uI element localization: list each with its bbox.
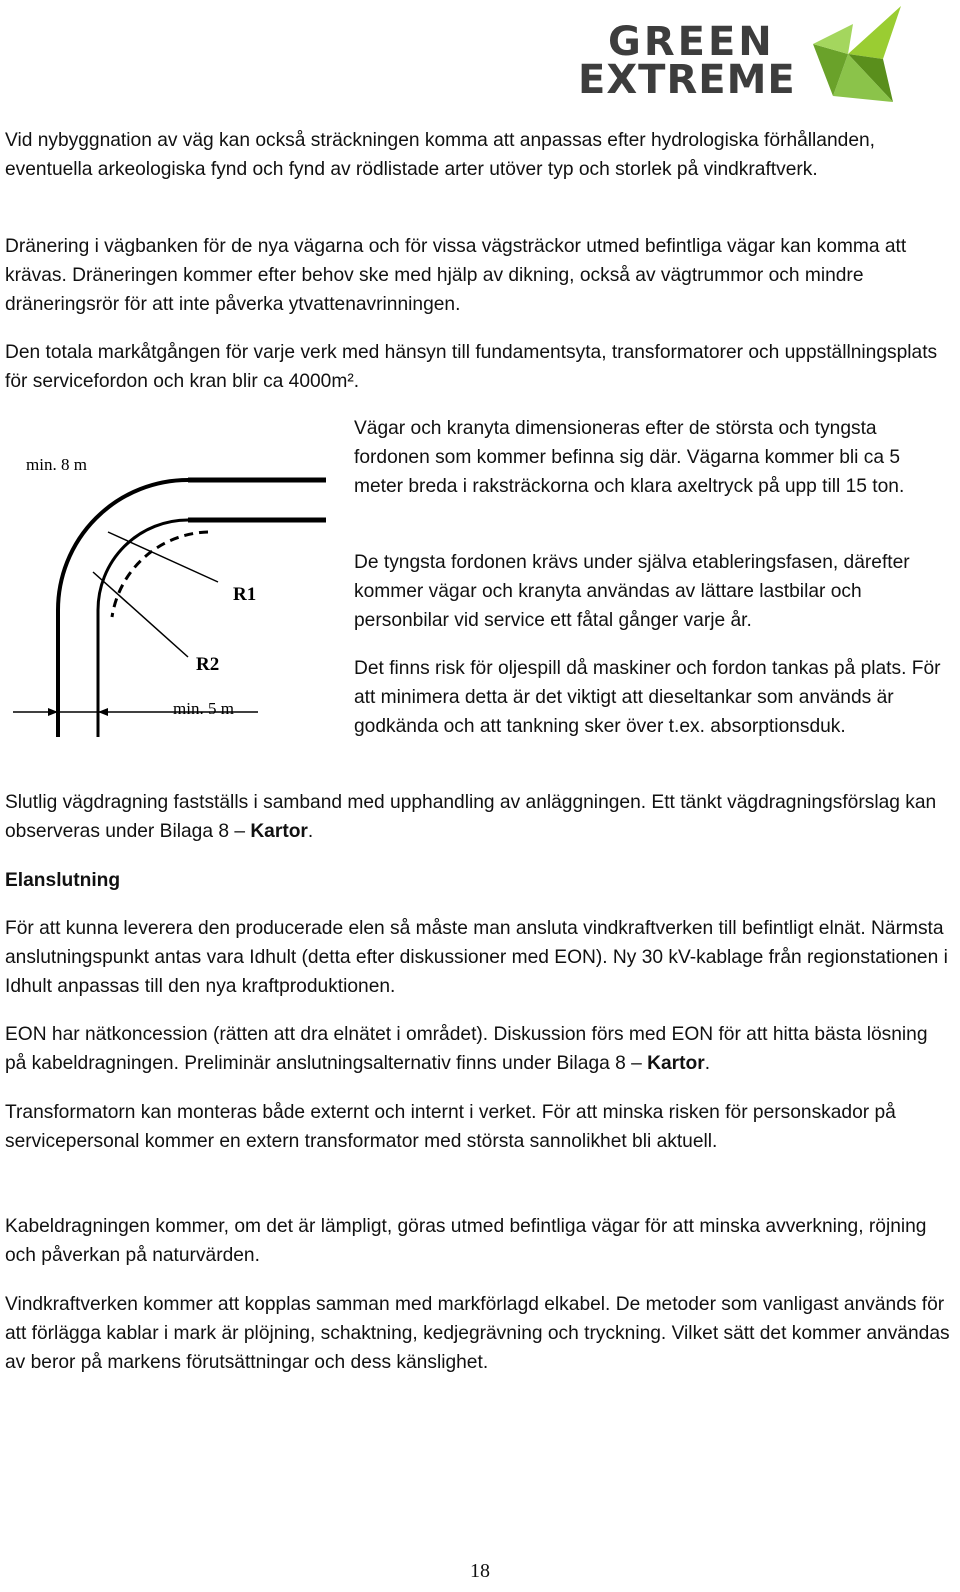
label-r2: R2 xyxy=(196,654,220,675)
paragraph-road-dimensions: Vägar och kranyta dimensioneras efter de största och tyngsta fordonen som kommer befinna sig där. Vägarna kommer bli ca 5 meter breda i raksträckorna och klara axeltryck på upp till 15 ton. xyxy=(354,418,905,498)
text-segment: . xyxy=(704,1053,711,1075)
road-curve-diagram xyxy=(8,442,338,752)
paragraph-oil-spill: Det finns risk för oljespill då maskiner och fordon tankas på plats. För att minimera detta är det viktigt att dieseltankar som används är godkända och att tankning sker över t.ex. absorptionsduk. xyxy=(354,658,941,738)
paragraph-cable-routing: Kabeldragningen kommer, om det är lämpligt, göras utmed befintliga vägar för att minska avverkning, röjning och påverkan på naturvärden. xyxy=(5,1216,927,1267)
paragraph-heavy-vehicles: De tyngsta fordonen krävs under själva etableringsfasen, därefter kommer vägar och kranyta användas av lättare lastbilar och personbilar vid service ett fåtal gånger varje år. xyxy=(354,552,910,632)
paragraph-drainage: Dränering i vägbanken för de nya vägarna och för vissa vägsträckor utmed befintliga vägar kan komma att krävas. Dräneringen kommer efter behov ske med hjälp av dikning, också av vägtrummor och mindre dräneringsrör för att inte påverka ytvattenavrinningen. xyxy=(5,236,907,316)
logo-wordmark xyxy=(578,19,798,103)
wind-turbine-logo-icon xyxy=(793,4,903,104)
section-heading-elanslutning: Elanslutning xyxy=(5,870,121,891)
radius-line-r1 xyxy=(108,532,218,582)
label-r1: R1 xyxy=(233,584,257,605)
label-min-5m: min. 5 m xyxy=(173,699,234,718)
paragraph-transformer: Transformatorn kan monteras både externt och internt i verket. För att minska risken för personskador på servicepersonal kommer en extern transformator med största sannolikhet bli aktuell. xyxy=(5,1102,896,1153)
page-number: 18 xyxy=(470,1560,490,1582)
radius-line-r2 xyxy=(93,572,188,657)
paragraph-land-use: Den totala markåtgången för varje verk med hänsyn till fundamentsyta, transformatorer och uppställningsplats för servicefordon och kran blir ca 4000m². xyxy=(5,342,938,393)
paragraph-route-adjustment: Vid nybyggnation av väg kan också sträckningen komma att anpassas efter hydrologiska förhållanden, eventuella arkeologiska fynd och fynd av rödlistade arter utöver typ och storlek på vindkraftverk. xyxy=(5,130,875,181)
text-segment: Slutlig vägdragning fastställs i samband med upphandling av anläggningen. Ett tänkt vägdragningsförslag kan observeras under Bilaga 8 – xyxy=(5,792,937,843)
link-kartor: Kartor xyxy=(250,821,308,843)
paragraph-eon-concession xyxy=(5,1020,950,1078)
logo-line2: EXTREME xyxy=(578,57,796,103)
text-segment: . xyxy=(307,821,314,843)
logo-line1: GREEN xyxy=(608,19,775,65)
paragraph-road-routing xyxy=(5,788,950,846)
company-logo xyxy=(578,4,908,104)
paragraph-cable-methods: Vindkraftverken kommer att kopplas samman med markförlagd elkabel. De metoder som vanligast används för att förlägga kablar i mark är plöjning, schaktning, kedjegrävning och tryckning. Vilket sätt det kommer användas av beror på markens förutsättningar och dess känslighet. xyxy=(5,1294,950,1374)
link-kartor: Kartor xyxy=(647,1053,705,1075)
text-segment: EON har nätkoncession (rätten att dra elnätet i området). Diskussion förs med EON för att hitta bästa lösning på kabeldragningen. Preliminär anslutningsalternativ finns under Bilaga 8 – xyxy=(5,1024,928,1075)
paragraph-grid-connection: För att kunna leverera den producerade elen så måste man ansluta vindkraftverken till befintligt elnät. Närmsta anslutningspunkt antas vara Idhult (detta efter diskussioner med EON). Ny 30 kV-kablage från regionstationen i Idhult anpassas till den nya kraftproduktionen. xyxy=(5,918,948,998)
label-min-8m: min. 8 m xyxy=(26,455,87,474)
outer-curve-r1 xyxy=(58,480,188,737)
